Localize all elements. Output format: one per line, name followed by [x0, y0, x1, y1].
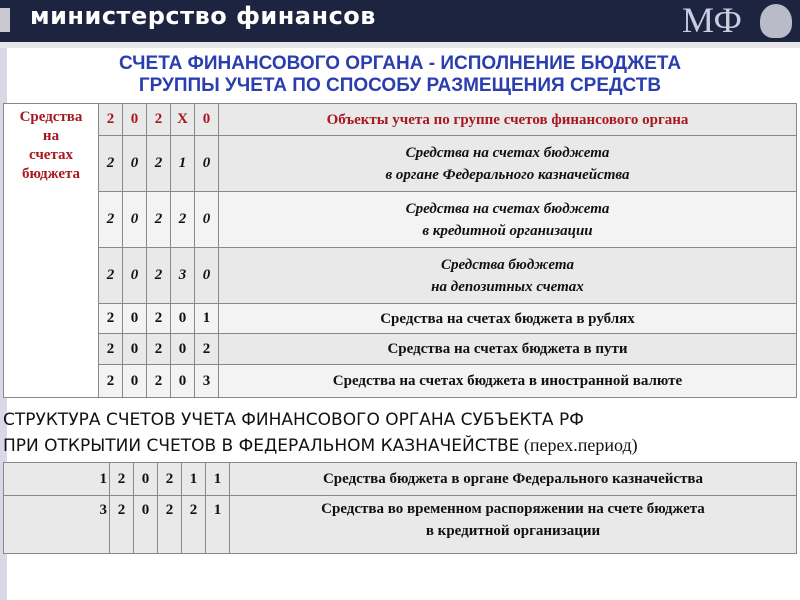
row-description: Средства бюджета в органе Федерального казначейства: [230, 463, 797, 496]
row-description: Средства на счетах бюджета в иностранной валюте: [219, 365, 797, 398]
ministry-brand: министерство финансов: [30, 2, 376, 30]
code-digit: 0: [123, 136, 147, 192]
code-digit: 2: [110, 496, 134, 554]
header-description: Объекты учета по группе счетов финансового органа: [219, 104, 797, 136]
minfin-logo: МФ: [682, 0, 742, 40]
subtitle-tail: (перех.период): [519, 435, 638, 455]
row-description: [219, 248, 797, 304]
row-description: [219, 136, 797, 192]
code-digit: X: [171, 104, 195, 136]
side-label-line: счетах: [28, 147, 74, 163]
table-row: [4, 304, 797, 334]
code-digit: 0: [195, 248, 219, 304]
table-row: [4, 496, 797, 554]
code-digit: 0: [134, 463, 158, 496]
code-digit: 0: [195, 104, 219, 136]
side-label-cell: [4, 104, 99, 398]
banner-accent: [0, 8, 10, 32]
code-digit: 2: [99, 192, 123, 248]
row-description: [230, 496, 797, 554]
code-digit: 0: [123, 365, 147, 398]
row-description: [219, 192, 797, 248]
code-digit: 2: [147, 334, 171, 365]
code-digit: 2: [147, 248, 171, 304]
code-digit: 0: [171, 365, 195, 398]
code-digit: 0: [123, 192, 147, 248]
code-digit: 2: [158, 463, 182, 496]
code-digit: 3: [171, 248, 195, 304]
table-row: [4, 365, 797, 398]
row-number: 3: [4, 496, 110, 554]
table-row: [4, 192, 797, 248]
table-row: [4, 463, 797, 496]
row-number: 1: [4, 463, 110, 496]
code-digit: 2: [147, 104, 171, 136]
code-digit: 1: [171, 136, 195, 192]
code-digit: 0: [195, 136, 219, 192]
subtitle-line2: [3, 435, 638, 456]
header-banner: [0, 0, 800, 42]
code-digit: 2: [99, 136, 123, 192]
code-digit: 2: [147, 192, 171, 248]
description-line: Средства бюджета: [441, 256, 574, 273]
code-digit: 1: [206, 496, 230, 554]
subtitle-line1: СТРУКТУРА СЧЕТОВ УЧЕТА ФИНАНСОВОГО ОРГАНА СУБЪЕКТА РФ: [3, 410, 584, 430]
code-digit: 0: [123, 248, 147, 304]
side-label-line: Средства: [19, 109, 83, 125]
side-label-line: на: [42, 128, 60, 144]
coat-of-arms-icon: [760, 4, 792, 38]
code-digit: 0: [195, 192, 219, 248]
table-row: [4, 248, 797, 304]
code-digit: 2: [195, 334, 219, 365]
header-strip: [0, 42, 800, 48]
description-line: Средства на счетах бюджета: [405, 200, 610, 217]
code-digit: 1: [206, 463, 230, 496]
page-title-line1: СЧЕТА ФИНАНСОВОГО ОРГАНА - ИСПОЛНЕНИЕ БЮДЖЕТА: [118, 53, 682, 74]
code-digit: 2: [158, 496, 182, 554]
code-digit: 2: [147, 136, 171, 192]
code-digit: 2: [99, 365, 123, 398]
code-digit: 0: [171, 334, 195, 365]
row-description: Средства на счетах бюджета в пути: [219, 334, 797, 365]
code-digit: 0: [171, 304, 195, 334]
accounts-table: [3, 103, 797, 398]
description-line: Средства на счетах бюджета: [405, 144, 610, 161]
description-line: в кредитной организации: [425, 523, 601, 539]
code-digit: 2: [99, 334, 123, 365]
code-digit: 3: [195, 365, 219, 398]
code-digit: 2: [147, 365, 171, 398]
description-line: Средства во временном распоряжении на счете бюджета: [321, 501, 705, 517]
table-row: [4, 334, 797, 365]
subtitle-caps: ПРИ ОТКРЫТИИ СЧЕТОВ В ФЕДЕРАЛЬНОМ КАЗНАЧЕЙСТВЕ: [3, 436, 520, 456]
table-header-row: [4, 104, 797, 136]
description-line: на депозитных счетах: [431, 278, 584, 295]
code-digit: 2: [171, 192, 195, 248]
page-title-line2: ГРУППЫ УЧЕТА ПО СПОСОБУ РАЗМЕЩЕНИЯ СРЕДСТВ: [138, 75, 662, 96]
code-digit: 0: [123, 304, 147, 334]
description-line: в органе Федерального казначейства: [385, 166, 630, 183]
code-digit: 1: [195, 304, 219, 334]
code-digit: 2: [99, 248, 123, 304]
regional-accounts-table: [3, 462, 797, 554]
side-label-line: бюджета: [21, 166, 81, 182]
code-digit: 2: [147, 304, 171, 334]
code-digit: 0: [134, 496, 158, 554]
code-digit: 2: [99, 104, 123, 136]
code-digit: 0: [123, 334, 147, 365]
code-digit: 2: [182, 496, 206, 554]
code-digit: 1: [182, 463, 206, 496]
row-description: Средства на счетах бюджета в рублях: [219, 304, 797, 334]
table-row: [4, 136, 797, 192]
description-line: в кредитной организации: [422, 222, 593, 239]
code-digit: 0: [123, 104, 147, 136]
code-digit: 2: [110, 463, 134, 496]
code-digit: 2: [99, 304, 123, 334]
